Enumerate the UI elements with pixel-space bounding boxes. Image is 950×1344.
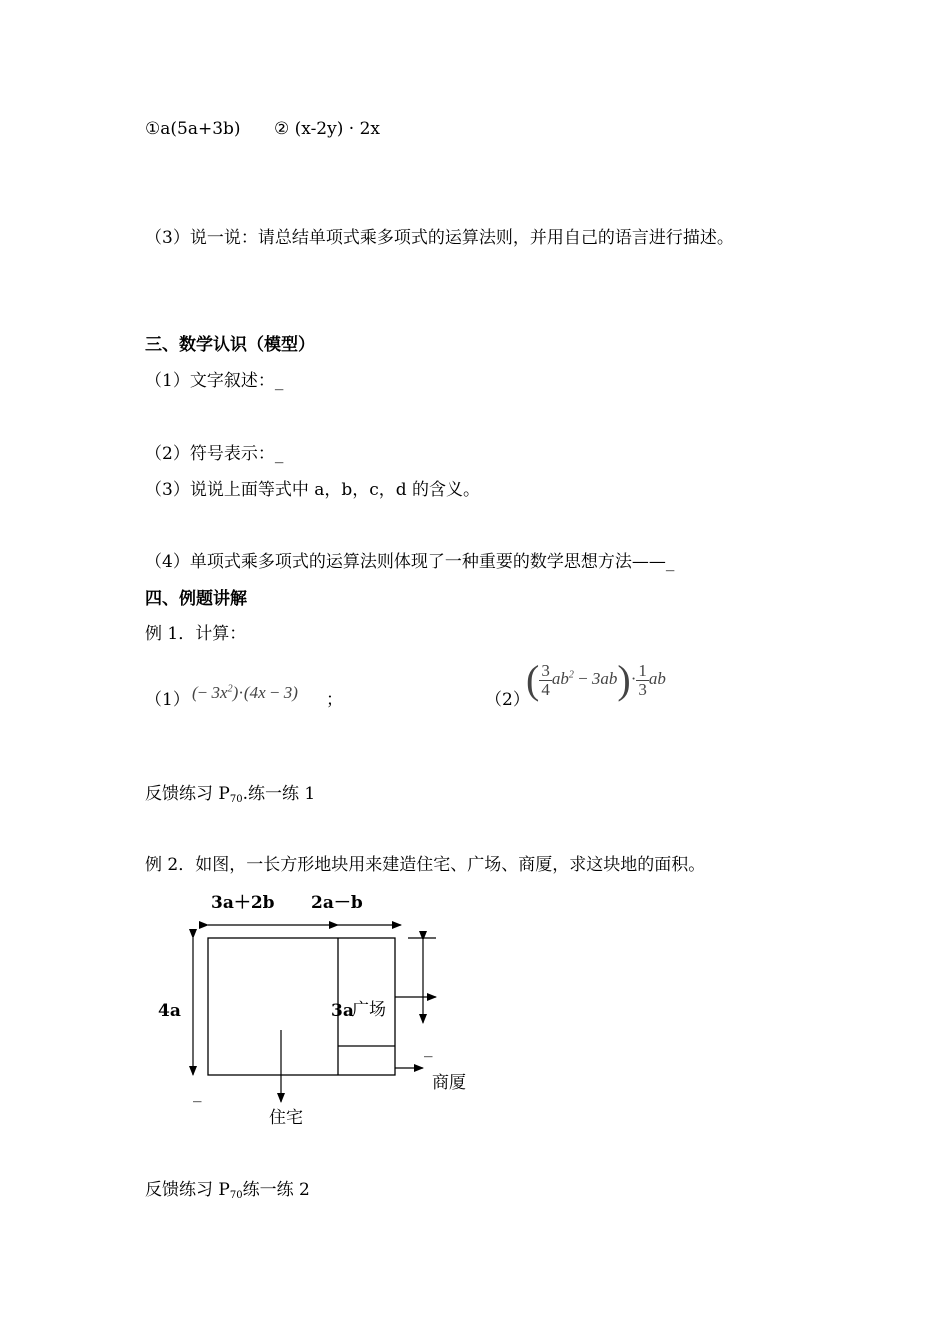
example-1-part-2-label: （2） xyxy=(485,690,530,710)
example-1-part-1-formula: (− $3x^2)\cdot(4x - 3)$ xyxy=(192,683,298,702)
section-3-heading: 三、数学认识（模型） xyxy=(145,335,315,355)
mall-label: 商厦 xyxy=(432,1073,466,1093)
section-3-line-2: （2）符号表示：_ xyxy=(145,444,284,464)
width-right-label: 2a－b xyxy=(311,893,363,913)
expression-item-1: ①a(5a+3b) xyxy=(145,119,241,139)
example-1-title: 例 1．计算： xyxy=(145,624,247,644)
section-3-line-1: （1）文字叙述：_ xyxy=(145,371,284,391)
example-1-part-1-label: （1） xyxy=(145,690,190,710)
example-1-part-1-sep: ； xyxy=(326,690,343,710)
example-1-part-2-formula: ( $\frac{3}{4}$ $ab^2 - 3ab)\cdot$ $\frac{1}{3}$ ab xyxy=(526,657,666,702)
section-3-line-4: （4）单项式乘多项式的运算法则体现了一种重要的数学思想方法——_ xyxy=(145,552,675,572)
square-label: 广场 xyxy=(352,1000,386,1020)
dash-mark-1: _ xyxy=(424,1038,433,1058)
dash-mark-2: _ xyxy=(193,1083,202,1103)
example-2-title: 例 2．如图，一长方形地块用来建造住宅、广场、商厦，求这块地的面积。 xyxy=(145,855,706,875)
height-right-label: 3a xyxy=(331,1001,354,1021)
housing-label: 住宅 xyxy=(269,1108,303,1128)
height-total-label: 4a xyxy=(158,1001,181,1021)
feedback-practice-2: 反馈练习 $P_{70}$练一练 2 xyxy=(145,1180,310,1201)
section-3-line-3: （3）说说上面等式中 a，b，c，d 的含义。 xyxy=(145,480,481,500)
section-4-heading: 四、例题讲解 xyxy=(145,589,247,609)
expression-item-2: ② (x-2y) · 2x xyxy=(274,119,380,139)
feedback-practice-1: 反馈练习 $P_{70}$.练一练 1 xyxy=(145,784,316,805)
width-left-label: 3a＋2b xyxy=(211,893,275,913)
question-3-text: （3）说一说：请总结单项式乘多项式的运算法则，并用自己的语言进行描述。 xyxy=(145,228,734,248)
